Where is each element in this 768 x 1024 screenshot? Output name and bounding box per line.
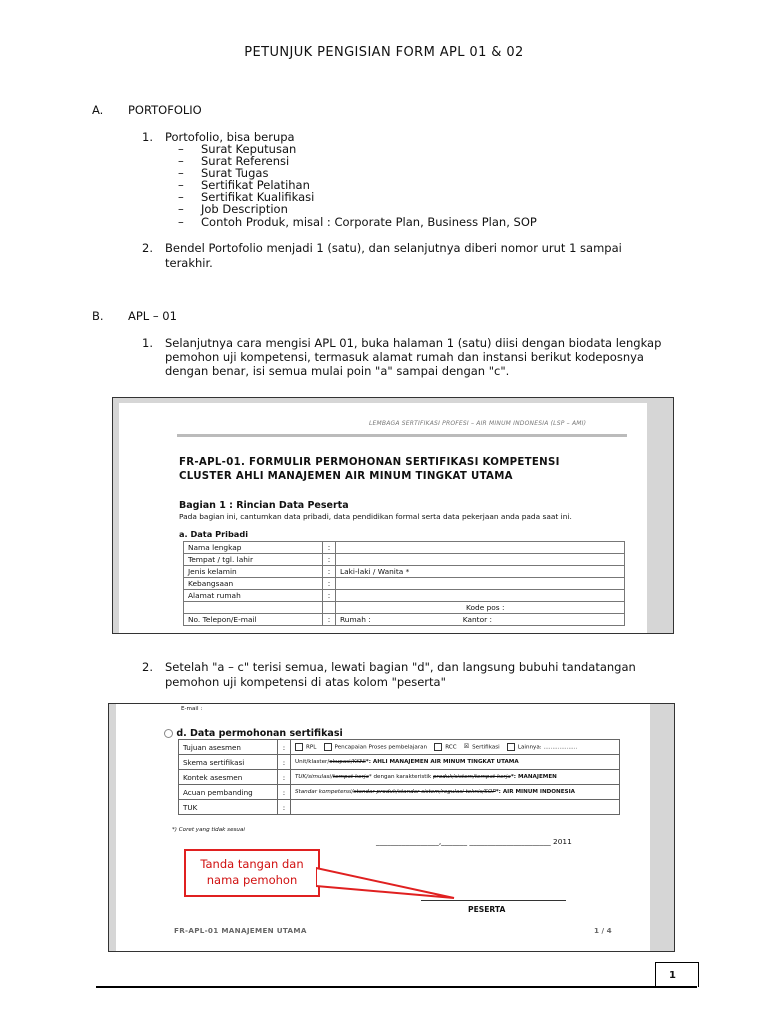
form-footer-left: FR-APL-01 MANAJEMEN UTAMA: [174, 926, 307, 935]
item-text: Portofolio, bisa berupa: [165, 130, 295, 144]
list-item: – Surat Referensi: [178, 154, 290, 169]
section-a-title: PORTOFOLIO: [128, 103, 202, 117]
table-row: Jenis kelamin : Laki-laki / Wanita *: [184, 566, 625, 578]
list-item: – Sertifikat Kualifikasi: [178, 190, 315, 205]
form-screenshot-2: [108, 703, 675, 952]
item-text-line: terakhir.: [165, 256, 213, 270]
section-b-title: APL – 01: [128, 309, 177, 323]
footer-rule: [96, 986, 697, 988]
bagian-description: Pada bagian ini, cantumkan data pribadi, data pendidikan formal serta data pekerjaan anda pada saat ini.: [179, 512, 572, 521]
table-row: Kontek asesmen : TUK/simulasi/tempat kerja* dengan karakteristik produk/sistem/tempat kerja*: MANAJEMEN: [179, 770, 620, 785]
form-page: [116, 704, 650, 951]
table-row: Tujuan asesmen : RPL Pencapaian Proses pembelajaran RCC ☒ Sertifikasi Lainnya: ...................: [179, 740, 620, 755]
dash-bullet: –: [178, 214, 184, 229]
pin-icon: [164, 729, 173, 738]
portfolio-sublist: [178, 143, 537, 228]
table-row: TUK :: [179, 800, 620, 815]
checkbox-icon[interactable]: [507, 743, 515, 751]
form-title-line: FR-APL-01. FORMULIR PERMOHONAN SERTIFIKASI KOMPETENSI: [179, 457, 560, 468]
item-number: 1.: [142, 130, 153, 144]
form-page: [119, 403, 647, 634]
item-number: 1.: [142, 336, 153, 350]
table-row: Kebangsaan :: [184, 578, 625, 590]
table-row: Tempat / tgl. lahir :: [184, 554, 625, 566]
table-row: Nama lengkap :: [184, 542, 625, 554]
bagian-heading: Bagian 1 : Rincian Data Peserta: [179, 500, 349, 511]
item-text-line: Bendel Portofolio menjadi 1 (satu), dan selanjutnya diberi nomor urut 1 sampai: [165, 241, 622, 255]
partial-text: E-mail :: [181, 706, 203, 712]
permohonan-table: [178, 739, 620, 815]
header-rule: [177, 434, 627, 437]
page-number-box: [655, 962, 699, 987]
item-text-line: dengan benar, isi semua mulai poin "a" sampai dengan "c".: [165, 364, 510, 378]
checkbox-icon[interactable]: [324, 743, 332, 751]
dash-bullet: –: [178, 190, 184, 205]
data-pribadi-heading: a. Data Pribadi: [179, 529, 248, 539]
page-number: 1: [669, 970, 676, 981]
data-pribadi-table: [183, 541, 625, 626]
item-text-line: Selanjutnya cara mengisi APL 01, buka halaman 1 (satu) diisi dengan biodata lengkap: [165, 336, 662, 350]
table-row: Skema sertifikasi : Unit/klaster/okupasi/KKNI*: AHLI MANAJEMEN AIR MINUM TINGKAT UTAMA: [179, 755, 620, 770]
list-item: – Contoh Produk, misal : Corporate Plan, Business Plan, SOP: [178, 214, 537, 229]
table-row: No. Telepon/E-mail : Rumah : Kantor :: [184, 614, 625, 626]
item-text-line: pemohon uji kompetensi di atas kolom "peserta": [165, 675, 446, 689]
item-text-line: pemohon uji kompetensi, termasuk alamat rumah dan instansi berikut kodeposnya: [165, 350, 644, 364]
form-title-line: CLUSTER AHLI MANAJEMEN AIR MINUM TINGKAT UTAMA: [179, 471, 513, 482]
section-d-title: d. Data permohonan sertifikasi: [164, 728, 343, 739]
dash-bullet: –: [178, 142, 184, 156]
lsp-header: LEMBAGA SERTIFIKASI PROFESI – AIR MINUM INDONESIA (LSP – AMI): [369, 420, 587, 427]
section-a-letter: A.: [92, 103, 104, 117]
item-number: 2.: [142, 241, 153, 255]
signature-callout: Tanda tangan dan nama pemohon: [184, 849, 320, 897]
dash-bullet: –: [178, 202, 184, 217]
table-row: Kode pos :: [184, 602, 625, 614]
list-item: – Surat Keputusan: [178, 142, 297, 156]
form-screenshot-1: [112, 397, 674, 634]
dash-bullet: –: [178, 166, 184, 181]
list-item: – Job Description: [178, 202, 288, 217]
signature-line: [421, 900, 566, 901]
table-row: Acuan pembanding : Standar kompetensi/standar produk/standar sistem/regulasi teknis/SOP*: AIR MINUM INDONESIA: [179, 785, 620, 800]
checked-checkbox-icon[interactable]: ☒: [463, 743, 470, 750]
item-text-line: Setelah "a – c" terisi semua, lewati bagian "d", dan langsung bubuhi tandatangan: [165, 660, 636, 674]
list-item: – Surat Tugas: [178, 166, 269, 181]
section-b-letter: B.: [92, 309, 104, 323]
checkbox-icon[interactable]: [295, 743, 303, 751]
peserta-label: PESERTA: [468, 905, 506, 914]
callout-arrow: [316, 864, 461, 904]
dash-bullet: –: [178, 178, 184, 193]
coret-note: *) Coret yang tidak sesuai: [172, 827, 245, 833]
form-footer-right: 1 / 4: [594, 926, 612, 935]
dash-bullet: –: [178, 154, 184, 169]
checkbox-icon[interactable]: [434, 743, 442, 751]
table-row: Alamat rumah :: [184, 590, 625, 602]
document-title: PETUNJUK PENGISIAN FORM APL 01 & 02: [244, 45, 524, 60]
list-item: – Sertifikat Pelatihan: [178, 178, 310, 193]
item-number: 2.: [142, 660, 153, 674]
date-line: _________________,_______ ______________________ 2011: [376, 837, 572, 846]
